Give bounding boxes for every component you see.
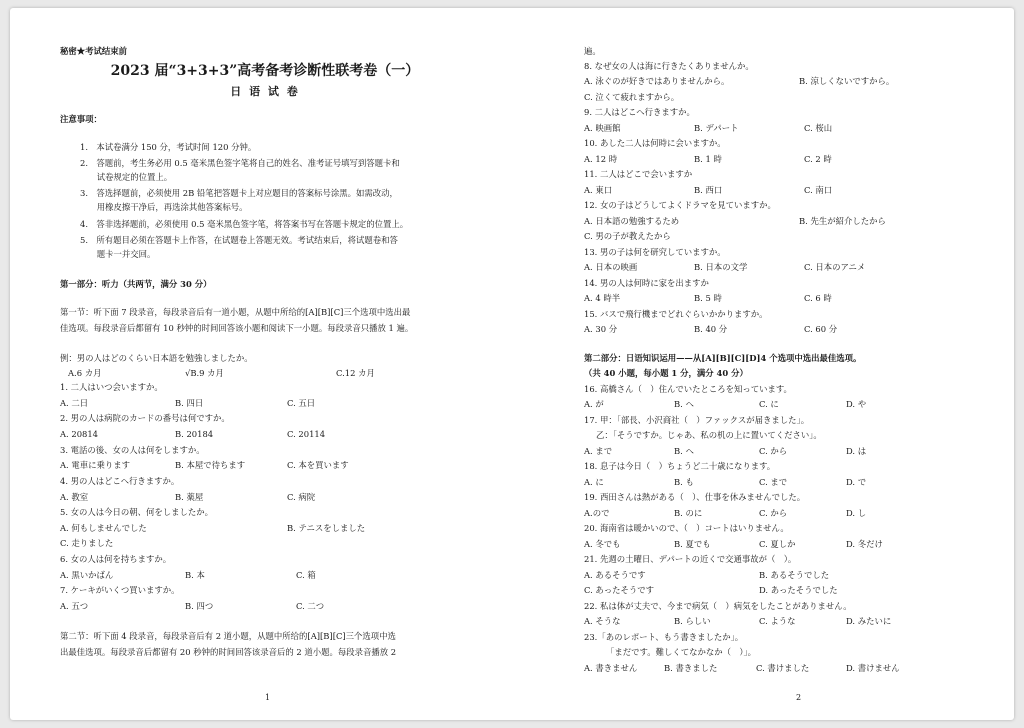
question-2: 2. 男の人は病院のカードの番号は何ですか。 [60,413,230,423]
option-c: C. 日本のアニメ [804,262,866,272]
question-14: 14. 男の人は何時に家を出ますか [584,278,709,288]
question-17-line2: 乙：「そうですか。じゃあ、私の机の上に置いてください」。 [596,430,822,440]
question-2-options [60,429,470,439]
option-a: A. 書きません [584,663,638,673]
part1-heading: 第一部分：听力（共两节，满分 30 分） [60,279,212,289]
carryover-text: 遍。 [584,46,601,56]
question-10-options [584,154,964,164]
option-c: C. 泣くて疲れますから。 [584,92,680,102]
option-d: D. みたいに [846,616,892,626]
option-b: B. 西口 [694,185,723,195]
option-c: C. から [759,446,788,456]
option-b: B. デパート [694,123,739,133]
option-c: C. 南口 [804,185,833,195]
question-15: 15. バスで飛行機までどれぐらいかかりますか。 [584,309,768,319]
option-c: C. 二つ [296,601,325,611]
option-c: C. 2 時 [804,154,832,164]
question-18-options [584,477,964,487]
option-c: C. 男の子が教えたから [584,231,671,241]
option-b: B. のに [674,508,703,518]
part2-heading: 第二部分：日语知识运用——从[A][B][C][D]4 个选项中选出最佳选项。 [584,353,862,363]
question-13-options [584,262,964,272]
question-5-options [60,523,470,533]
option-b: B. 20184 [175,429,214,439]
option-b: B. 40 分 [694,324,728,334]
option-c: C. 箱 [296,570,316,580]
option-a: A. 黒いかばん [60,570,114,580]
note-line: 用橡皮擦干净后，再选涂其他答案标号。 [80,202,248,212]
question-18: 18. 息子は今日（ ）ちょうど二十歳になります。 [584,461,776,471]
option-a: A. 二日 [60,398,89,408]
note-line: 1. 本试卷满分 150 分，考试时间 120 分钟。 [80,142,257,152]
section2-instructions: 第二节：听下面 4 段录音，每段录音后有 2 道小题，从题中所给的[A][B][C]三个选项中选 [60,631,396,641]
section2-instructions: 出最佳选项。每段录音后都留有 20 秒钟的时间回答该录音后的 2 道小题。每段录音播放 2 [60,647,397,657]
question-17-options [584,446,964,456]
question-17: 17. 甲：「部長、小沢商社（ ）ファックスが届きました」。 [584,415,810,425]
question-7-options [60,601,470,611]
note-line: 4. 答非选择题前，必须使用 0.5 毫米黑色签字笔，将答案书写在答题卡规定的位置上。 [80,219,409,229]
option-a: A. 五つ [60,601,89,611]
example-question: 例：男の人はどのくらい日本語を勉強しましたか。 [60,353,253,363]
question-23-line2: 「まだです。難しくてなかなか（ ）」。 [606,647,757,657]
option-a: A. 東口 [584,185,613,195]
section1-instructions: 佳选项。每段录音后都留有 10 秒钟的时间回答该小题和阅读下一小题。每段录音只播放 1 遍。 [60,323,414,333]
option-c: C. あったそうです [584,585,654,595]
option-a: A. 何もしませんでした [60,523,147,533]
option-c: C. 60 分 [804,324,838,334]
section1-instructions: 第一节：听下面 7 段录音，每段录音后有一道小题，从题中所给的[A][B][C]三个选项中选出最 [60,307,411,317]
option-b: B. あるそうでした [759,570,830,580]
option-b: B. 本 [185,570,205,580]
option-a: A. あるそうです [584,570,646,580]
option-a: A. 30 分 [584,324,618,334]
option-b: B. 1 時 [694,154,722,164]
question-22: 22. 私は体が丈夫で、今まで病気（ ）病気をしたことがありません。 [584,601,852,611]
question-10: 10. あした二人は何時に会いますか。 [584,138,726,148]
option-d: D. 冬だけ [846,539,883,549]
option-b: B. テニスをしました [287,523,366,533]
option-a: A.6 カ月 [68,368,102,378]
option-a: A. 日本語の勉強するため [584,216,680,226]
question-11: 11. 二人はどこで会いますか [584,169,693,179]
option-c: C. 五日 [287,398,316,408]
option-b: B. 薬屋 [175,492,204,502]
option-a: A. 教室 [60,492,89,502]
note-line: 题卡一并交回。 [80,249,156,259]
option-c: C. から [759,508,788,518]
part2-heading: （共 40 小题，每小题 1 分，满分 40 分） [584,368,748,378]
question-16: 16. 高橋さん（ ）住んでいたところを知っています。 [584,384,792,394]
question-8: 8. なぜ女の人は海に行きたくありませんか。 [584,61,754,71]
question-16-options [584,399,964,409]
option-a: A. に [584,477,604,487]
option-d: D. や [846,399,867,409]
option-c: C. に [759,399,779,409]
option-c: C. 病院 [287,492,316,502]
option-a: A. 日本の映画 [584,262,638,272]
option-c: C.12 カ月 [336,368,375,378]
question-21-options [584,570,964,580]
option-a: A. 20814 [60,429,99,439]
option-c: C. 桜山 [804,123,833,133]
option-b: B. 夏でも [674,539,711,549]
question-21: 21. 先週の土曜日、デパートの近くで交通事故が（ ）。 [584,554,797,564]
page-2 [584,8,964,720]
option-a: A. 電車に乗ります [60,460,130,470]
option-b: B. 日本の文学 [694,262,748,272]
note-line: 试卷规定的位置上。 [80,172,173,182]
option-d: D. は [846,446,867,456]
option-d: D. あったそうでした [759,585,838,595]
option-a: A. そうな [584,616,621,626]
option-a: A.ので [584,508,610,518]
option-a: A. が [584,399,604,409]
question-9-options [584,123,964,133]
option-b: B. も [674,477,694,487]
question-13: 13. 男の子は何を研究していますか。 [584,247,726,257]
notice-heading: 注意事项： [60,114,102,124]
question-19: 19. 西田さんは熱がある（ ）、仕事を休みませんでした。 [584,492,806,502]
page-number: 2 [796,693,802,702]
option-c: C. まで [759,477,788,487]
question-23: 23.「あのレポート、もう書きましたか」。 [584,632,744,642]
option-b: √B.9 カ月 [185,368,224,378]
option-c: C. 走りました [60,538,114,548]
exam-sheet [10,8,1014,720]
question-20-options [584,539,964,549]
question-22-options [584,616,964,626]
option-b: B. 涼しくないですから。 [799,76,895,86]
question-6-options [60,570,470,580]
option-b: B. 5 時 [694,293,722,303]
question-4: 4. 男の人はどこへ行きますか。 [60,476,180,486]
question-3-options [60,460,470,470]
option-a: A. 冬でも [584,539,621,549]
option-a: A. 映画館 [584,123,621,133]
exam-title: 2023 届“3+3+3”高考备考诊断性联考卷（一） [110,63,420,79]
option-b: B. 四日 [175,398,204,408]
note-line: 3. 答选择题前，必须使用 2B 铅笔把答题卡上对应题目的答案标号涂黑。如需改动， [80,188,398,198]
question-19-options [584,508,964,518]
question-12-options [584,216,964,226]
question-1-options [60,398,470,408]
question-11-options [584,185,964,195]
option-b: B. へ [674,446,694,456]
question-23-options [584,663,964,673]
option-a: A. 4 時半 [584,293,621,303]
option-b: B. らしい [674,616,711,626]
option-d: D. で [846,477,867,487]
option-c: C. ような [759,616,796,626]
question-1: 1. 二人はいつ会いますか。 [60,382,163,392]
option-a: A. 12 時 [584,154,618,164]
option-c: C. 20114 [287,429,326,439]
question-21-options [584,585,964,595]
question-9: 9. 二人はどこへ行きますか。 [584,107,695,117]
option-b: B. 四つ [185,601,214,611]
page-number: 1 [265,693,271,702]
option-b: B. 書きました [664,663,718,673]
page-1 [60,8,470,720]
option-c: C. 6 時 [804,293,832,303]
option-d: D. 書けません [846,663,900,673]
question-12: 12. 女の子はどうしてよくドラマを見ていますか。 [584,200,776,210]
option-c: C. 書けました [756,663,810,673]
question-8-options [584,76,964,86]
question-15-options [584,324,964,334]
example-options [60,368,470,378]
question-4-options [60,492,470,502]
secret-label: 秘密★考试结束前 [60,46,127,56]
option-a: A. まで [584,446,613,456]
exam-subtitle: 日 语 试 卷 [230,85,300,98]
option-b: B. 本屋で待ちます [175,460,246,470]
option-a: A. 泳ぐのが好きではありませんから。 [584,76,730,86]
question-7: 7. ケーキがいくつ買いますか。 [60,585,180,595]
question-6: 6. 女の人は何を持ちますか。 [60,554,172,564]
question-3: 3. 電話の後、女の人は何をしますか。 [60,445,205,455]
question-20: 20. 海南省は暖かいので、（ ）コートはいりません。 [584,523,789,533]
question-5: 5. 女の人は今日の朝、何をしましたか。 [60,507,214,517]
option-d: D. し [846,508,867,518]
note-line: 5. 所有题目必须在答题卡上作答，在试题卷上答题无效。考试结束后，将试题卷和答 [80,235,398,245]
note-line: 2. 答题前，考生务必用 0.5 毫米黑色签字笔将自己的姓名、准考证号填写到答题卡和 [80,158,400,168]
option-c: C. 夏しか [759,539,796,549]
option-b: B. へ [674,399,694,409]
option-c: C. 本を買います [287,460,349,470]
question-14-options [584,293,964,303]
option-b: B. 先生が紹介したから [799,216,886,226]
